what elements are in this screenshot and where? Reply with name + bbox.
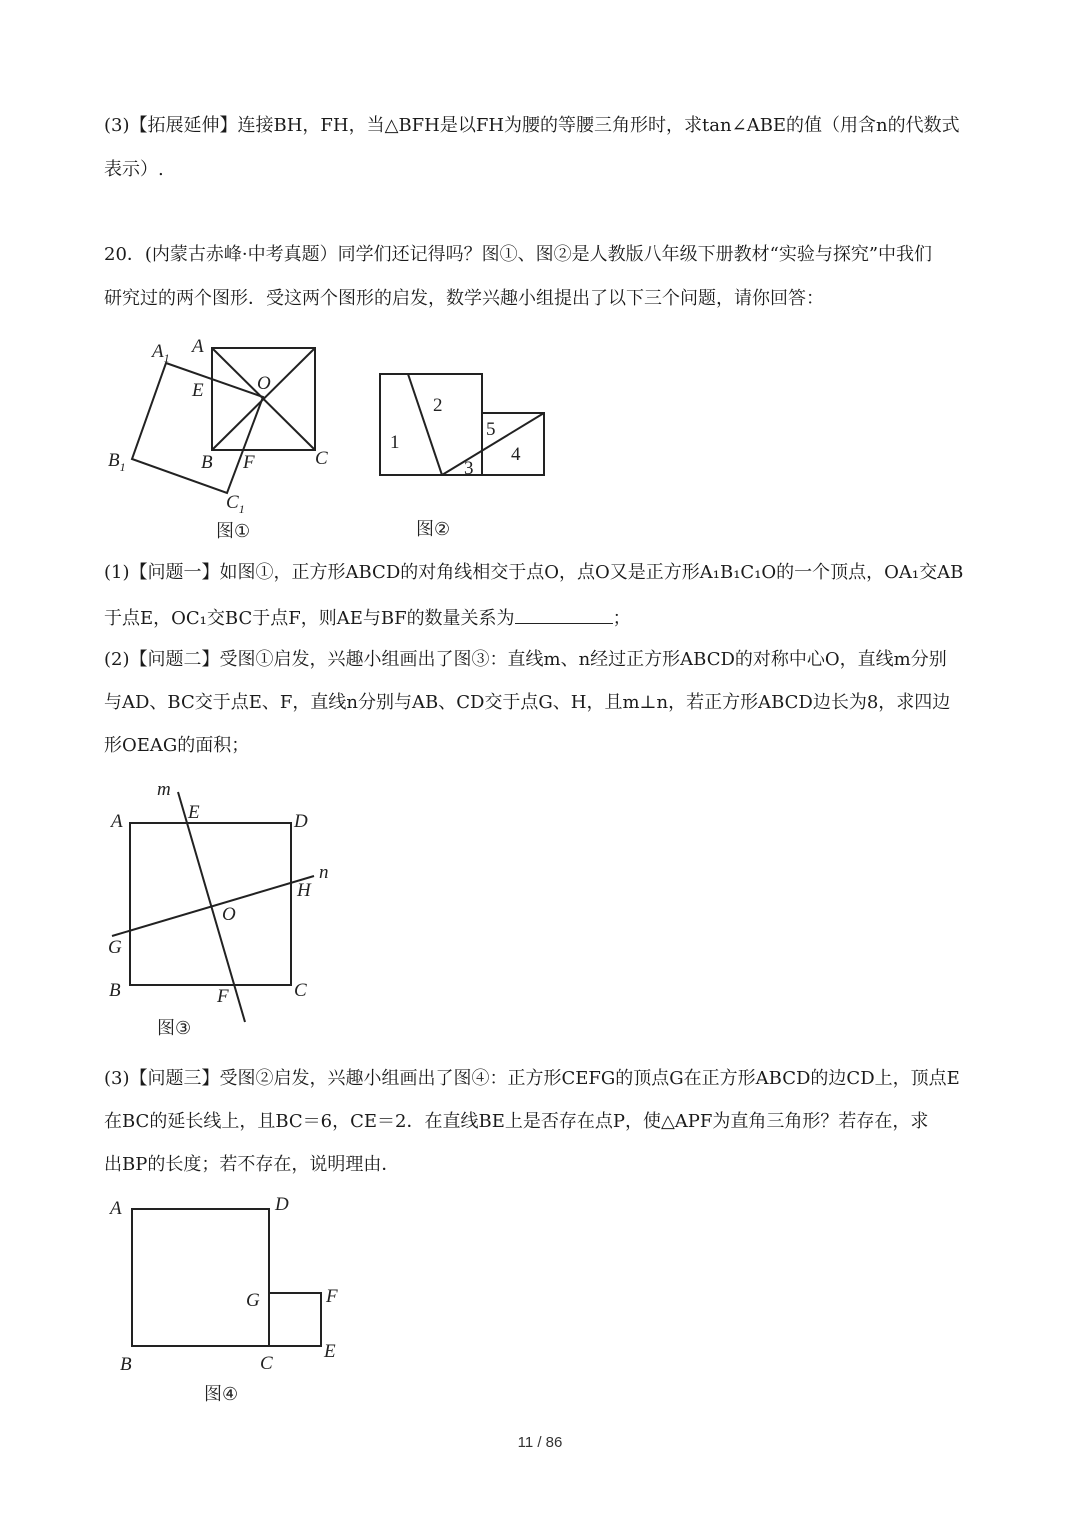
fig3-label-b: B <box>109 980 121 1001</box>
answer-blank[interactable] <box>515 605 613 624</box>
fig3-caption: 图③ <box>157 1018 192 1039</box>
q20-part2-line3: 形OEAG的面积； <box>104 735 250 756</box>
fig2-region-4: 4 <box>511 444 521 465</box>
fig1-label-f: F <box>243 452 255 473</box>
fig4-label-e: E <box>324 1341 336 1362</box>
fig3-label-h: H <box>297 880 311 901</box>
q20-intro-line2: 研究过的两个图形．受这两个图形的启发，数学兴趣小组提出了以下三个问题，请你回答： <box>104 288 824 309</box>
figure-3 <box>100 778 360 1048</box>
fig1-label-e: E <box>192 380 204 401</box>
q20-part1-line2-end: ； <box>612 608 631 629</box>
fig3-label-d: D <box>294 811 308 832</box>
fig3-label-e: E <box>188 802 200 823</box>
fig2-caption: 图② <box>416 519 451 540</box>
fig1-caption: 图① <box>216 521 251 542</box>
fig4-label-g: G <box>246 1290 260 1311</box>
fig3-label-g: G <box>108 937 122 958</box>
fig3-label-c: C <box>294 980 307 1001</box>
fig3-label-n: n <box>319 862 329 883</box>
fig3-line-n <box>112 876 314 936</box>
q20-part2-line2: 与AD、BC交于点E、F，直线n分别与AB、CD交于点G、H，且m⊥n，若正方形ABCD边长为8，求四边 <box>104 692 951 713</box>
fig2-region-5: 5 <box>486 419 496 440</box>
figure-4 <box>100 1192 360 1412</box>
fig3-label-m: m <box>157 779 171 800</box>
fig2-region-1: 1 <box>390 432 400 453</box>
q20-part3-line2: 在BC的延长线上，且BC＝6，CE＝2．在直线BE上是否存在点P，使△APF为直角三角形？若存在，求 <box>104 1111 929 1132</box>
q20-part1-line1: (1)【问题一】如图①，正方形ABCD的对角线相交于点O，点O又是正方形A₁B₁C₁O的一个顶点，OA₁交AB <box>104 562 964 583</box>
fig1-label-o: O <box>257 373 271 394</box>
fig4-label-a: A <box>110 1198 122 1219</box>
fig1-label-a1: $A_1$ <box>152 341 170 365</box>
fig2-region-2: 2 <box>433 395 443 416</box>
fig2-cut-line-1 <box>408 374 442 475</box>
page-number: 11 / 86 <box>517 1434 563 1451</box>
figure-2 <box>370 365 570 545</box>
fig1-label-b: B <box>201 452 213 473</box>
fig3-label-f: F <box>217 986 229 1007</box>
fig1-label-b1: $B_1$ <box>108 450 126 474</box>
fig1-label-c1: $C_1$ <box>226 492 245 516</box>
fig4-label-b: B <box>120 1354 132 1375</box>
fig1-label-c: C <box>315 448 328 469</box>
fig4-caption: 图④ <box>204 1384 239 1405</box>
fig4-label-f: F <box>326 1286 338 1307</box>
fig3-label-a: A <box>111 811 123 832</box>
q20-intro-line1: 20．(内蒙古赤峰·中考真题）同学们还记得吗？图①、图②是人教版八年级下册教材“实验与探究”中我们 <box>104 244 933 265</box>
figure-1 <box>100 335 360 545</box>
fig3-label-o: O <box>222 904 236 925</box>
q19-part3-line2: 表示）. <box>104 159 164 180</box>
q20-part1-line2-text: 于点E，OC₁交BC于点F，则AE与BF的数量关系为 <box>104 608 515 629</box>
q20-part2-line1: (2)【问题二】受图①启发，兴趣小组画出了图③：直线m、n经过正方形ABCD的对称中心O，直线m分别 <box>104 649 947 670</box>
fig4-square-abcd <box>132 1209 269 1346</box>
fig4-label-c: C <box>260 1353 273 1374</box>
q20-part1-line2 <box>104 605 631 631</box>
fig4-label-d: D <box>275 1194 289 1215</box>
fig1-label-a: A <box>192 336 204 357</box>
q20-part3-line3: 出BP的长度；若不存在，说明理由． <box>104 1154 400 1175</box>
fig2-region-3: 3 <box>464 458 474 479</box>
q19-part3-line1: (3)【拓展延伸】连接BH，FH，当△BFH是以FH为腰的等腰三角形时，求tan∠ABE的值（用含n的代数式 <box>104 115 960 136</box>
q20-part3-line1: (3)【问题三】受图②启发，兴趣小组画出了图④：正方形CEFG的顶点G在正方形ABCD的边CD上，顶点E <box>104 1068 960 1089</box>
fig4-square-cefg <box>269 1293 321 1346</box>
